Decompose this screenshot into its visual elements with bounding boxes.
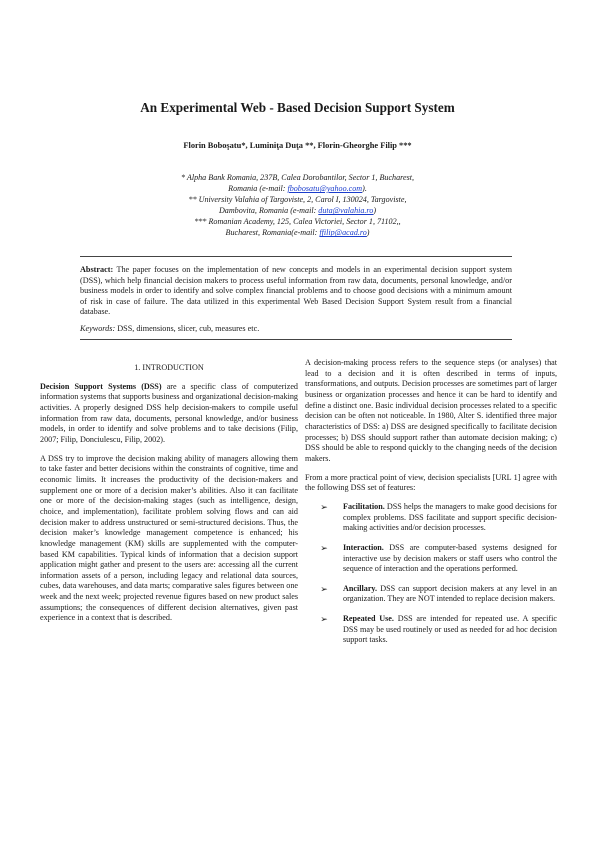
feature-text bbox=[343, 502, 557, 534]
affiliation-3-suffix: ) bbox=[366, 228, 370, 238]
feature-item-ancillary bbox=[305, 584, 557, 605]
intro-paragraph-1 bbox=[40, 382, 298, 446]
arrow-bullet-icon: ➢ bbox=[320, 501, 328, 512]
affiliation-3-prefix: Bucharest, Romania(e-mail: bbox=[225, 228, 320, 238]
affiliations bbox=[140, 172, 455, 239]
feature-term: Repeated Use. bbox=[343, 614, 394, 624]
feature-term: Ancillary. bbox=[343, 583, 378, 593]
feature-term: Facilitation. bbox=[343, 501, 385, 511]
arrow-bullet-icon: ➢ bbox=[320, 542, 328, 553]
email-link-1[interactable]: fbobosatu@yahoo.com bbox=[287, 184, 363, 194]
affiliation-1-line1: * Alpha Bank Romania, 237B, Calea Dorobantilor, Sector 1, Bucharest, bbox=[180, 173, 415, 182]
abstract-section bbox=[80, 256, 512, 340]
feature-description: DSS are intended for repeated use. A specific DSS may be used routinely or used as needed for ad hoc decision support tasks. bbox=[343, 614, 557, 645]
feature-text bbox=[343, 543, 557, 575]
abstract-paragraph bbox=[80, 265, 512, 318]
keywords-text: DSS, dimensions, slicer, cub, measures etc. bbox=[115, 323, 260, 333]
abstract-text: The paper focuses on the implementation of new concepts and models in an experimental decision support system (DSS), which help financial decision makers to process useful information from raw data, documents, personal knowledge, and/or business models in order to identify and solve complex financial problems and to choose good decisions with a minimum amount of risk in case of failure. The data utilized in this experimental Web Based Decision Support System result from a financial database. bbox=[80, 265, 512, 317]
affiliation-1 bbox=[140, 172, 455, 194]
affiliation-2-line1: ** University Valahia of Targoviste, 2, Carol I, 130024, Targoviste, bbox=[188, 195, 407, 205]
features-intro-paragraph: From a more practical point of view, decision specialists [URL 1] agree with the following DSS set of features: bbox=[305, 472, 557, 493]
abstract-label: Abstract: bbox=[80, 265, 114, 274]
affiliation-3-line1: *** Romanian Academy, 125, Calea Victoriei, Sector 1, 71102,, bbox=[194, 217, 401, 227]
intro-paragraph-1-text: are a specific class of computerized information systems that supports business and organizational decision-making activities. A properly designed DSS help decision-makers to compile useful information from raw data, documents, personal knowledge, and/or business models, in order to identify and solve problems and to take decisions (Filip, 2007; Filip, Donciulescu, Filip, 2002). bbox=[40, 381, 298, 444]
arrow-bullet-icon: ➢ bbox=[320, 583, 328, 594]
section-heading-introduction: 1. INTRODUCTION bbox=[134, 363, 204, 372]
affiliation-2-suffix: ) bbox=[373, 206, 377, 216]
right-column bbox=[305, 358, 557, 655]
feature-item-repeated-use bbox=[305, 614, 557, 646]
paper-title: An Experimental Web - Based Decision Support System bbox=[140, 100, 455, 115]
intro-paragraph-2: A DSS try to improve the decision making ability of managers allowing them to take faster and better decisions within the constraints of cognitive, time and economic limits. It increases the productivity of the decision-makers and supplement one or more of a decision maker’s abilities. Also it can facilitate one or more of the decision-making stages (such as intelligence, design, choice, and implementation), facilitate problem solving flows and can aid decision maker to address unstructured or semi-structured decisions. Thus, the decision maker’s knowledge management competence is enhanced; his knowledge management (KM) skills are supplemented with the computer-based KM capabilities. Typical kinds of information that a decision support application might gather and present to the users are: accessing all the current information assets of a person, including legacy and relational data sources, cubes, data warehouses, and data marts; comparative sales figures between one week and the next week; projected revenue figures based on new product sales assumptions; the consequences of different decision alternatives, given past experience in a context that is described. bbox=[40, 453, 298, 623]
affiliation-1-prefix: Romania (e-mail: bbox=[228, 184, 288, 194]
left-column bbox=[40, 363, 298, 632]
process-paragraph: A decision-making process refers to the sequence steps (or analyses) that lead to a decision and it is often described in terms of inputs, transformations, and outputs. Decision processes are sometimes part of larger business or organization processes and hence it can be hard to identify and define a distinct one. Basic individual decision processes related to a specific decision can be often not noticeable. In 1980, Alter S. identified three major characteristics of DSS: a) DSS are designed specifically to facilitate decision processes; b) DSS should support rather than automate decision making; c) DSS should be able to respond quickly to the changing needs of the decision makers. bbox=[305, 358, 557, 463]
feature-text bbox=[343, 584, 557, 605]
feature-term: Interaction. bbox=[343, 542, 384, 552]
feature-description: DSS can support decision makers at any level in an organization. They are NOT intended to replace decision makers. bbox=[343, 583, 557, 604]
affiliation-1-suffix: ). bbox=[362, 184, 367, 194]
author-list: Florin Boboşatu*, Luminiţa Duţa **, Florin-Gheorghe Filip *** bbox=[183, 141, 412, 150]
dss-term: Decision Support Systems (DSS) bbox=[40, 381, 162, 391]
feature-item-facilitation bbox=[305, 502, 557, 534]
feature-description: DSS helps the managers to make good decisions for complex problems. DSS facilitate and support specific decision-making activities and/or decision processes. bbox=[343, 501, 557, 533]
keywords-paragraph bbox=[80, 324, 512, 335]
keywords-label: Keywords: bbox=[80, 323, 116, 333]
feature-item-interaction bbox=[305, 543, 557, 575]
affiliation-2 bbox=[140, 194, 455, 216]
affiliation-3 bbox=[140, 216, 455, 238]
affiliation-2-prefix: Dambovita, Romania (e-mail: bbox=[218, 206, 319, 216]
email-link-3[interactable]: ffilip@acad.ro bbox=[319, 228, 367, 238]
email-link-2[interactable]: duta@valahia.ro bbox=[318, 206, 374, 216]
feature-text bbox=[343, 614, 557, 646]
arrow-bullet-icon: ➢ bbox=[320, 614, 328, 625]
feature-description: DSS are computer-based systems designed for interactive use by decision makers or staff users who control the sequence of interaction and the operations performed. bbox=[343, 542, 557, 574]
